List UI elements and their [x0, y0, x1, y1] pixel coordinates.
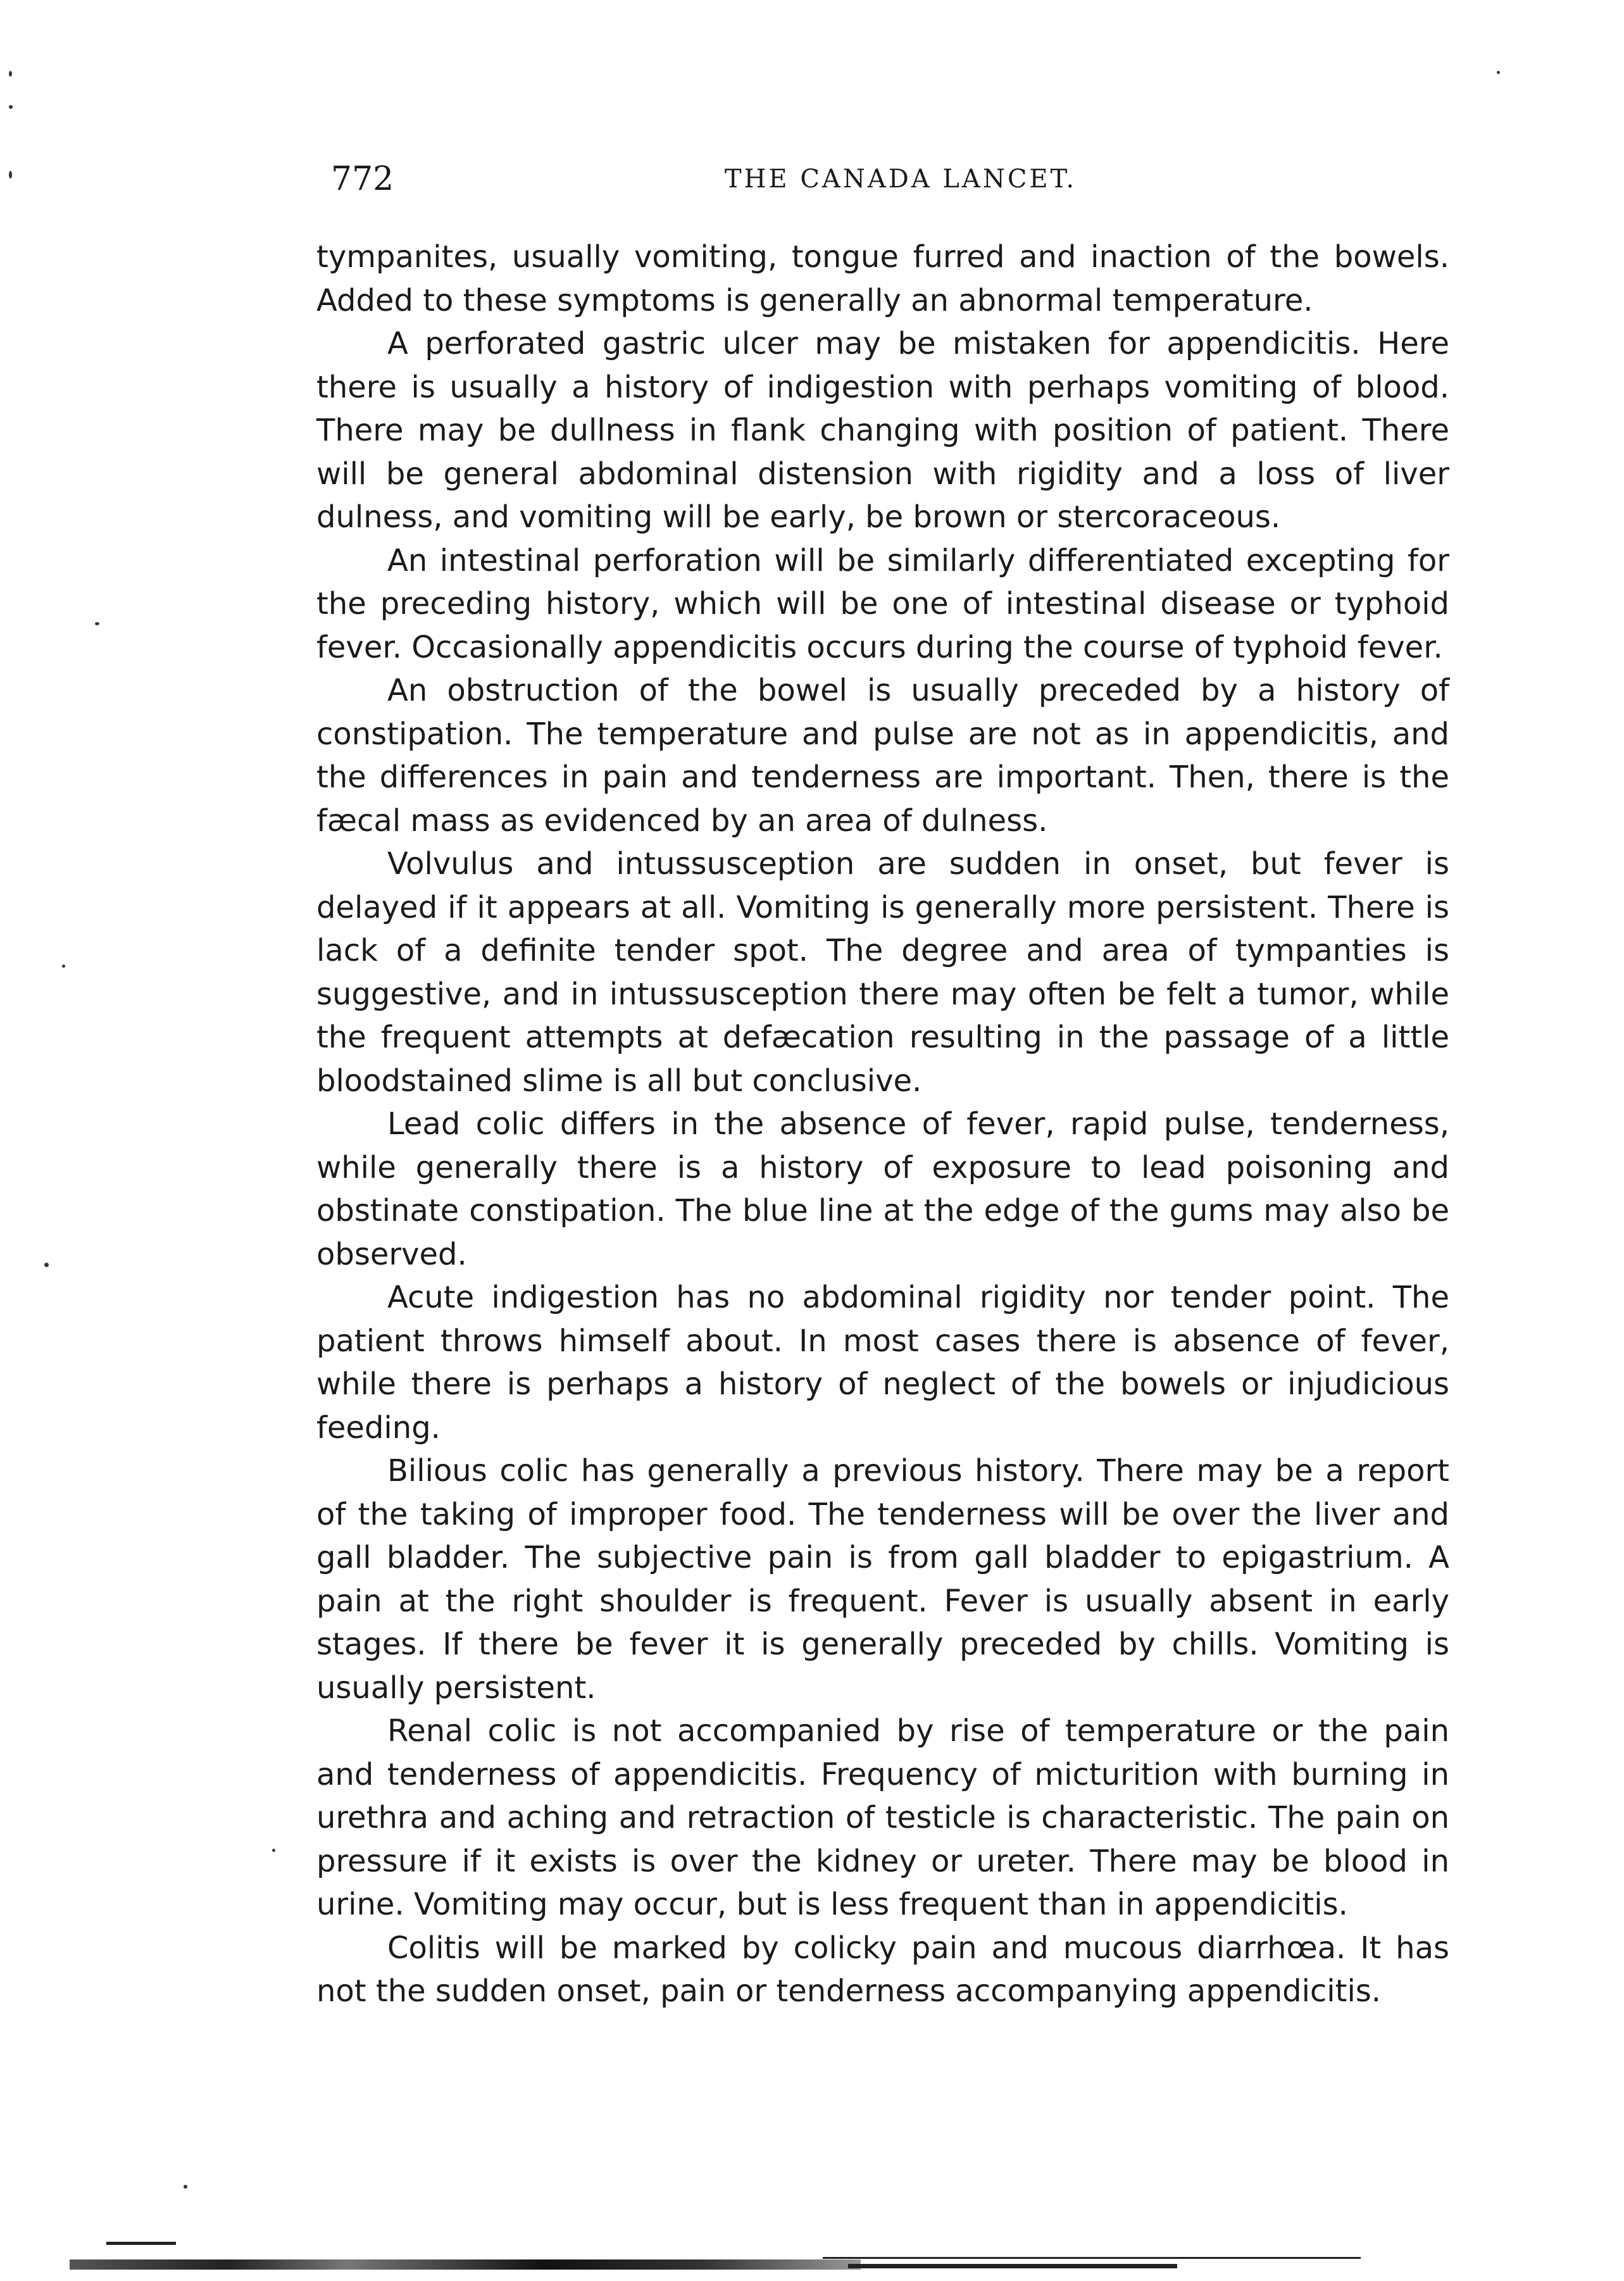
- scan-edge-line: [848, 2264, 1177, 2268]
- scan-speck: [1497, 71, 1500, 74]
- scan-speck: [62, 965, 65, 968]
- page-number: 772: [331, 160, 394, 198]
- scan-edge-line: [823, 2257, 1361, 2259]
- scan-speck: [44, 1263, 49, 1267]
- article-body: [316, 235, 1449, 2013]
- paragraph: Renal colic is not accompanied by rise of temperature or the pain and tenderness of appendicitis. Frequency of micturition with burning in urethra and aching and retraction of testicle is characteristic. The pain on pressure if it exists is over the kidney or ureter. There may be blood in urine. Vomiting may occur, but is less frequent than in appendicitis.: [316, 1713, 1449, 1922]
- paragraph: An intestinal perforation will be similarly differentiated excepting for the preceding history, which will be one of intestinal disease or typhoid fever. Occasionally appendicitis occurs during the course of typhoid fever.: [316, 542, 1449, 665]
- scan-speck: [184, 2185, 187, 2189]
- scan-speck: [272, 1849, 275, 1852]
- scan-speck: [95, 622, 99, 625]
- paragraph: A perforated gastric ulcer may be mistaken for appendicitis. Here there is usually a history of indigestion with perhaps vomiting of blood. There may be dullness in flank changing with position of patient. There will be general abdominal distension with rigidity and a loss of liver dulness, and vomiting will be early, be brown or stercoraceous.: [316, 326, 1449, 535]
- scan-speck: [9, 171, 12, 178]
- page-header: [331, 157, 1458, 201]
- scan-edge-bar: [70, 2259, 861, 2270]
- paragraph: An obstruction of the bowel is usually preceded by a history of constipation. The temperature and pulse are not as in appendicitis, and the differences in pain and tenderness are important. Then, there is the fæcal mass as evidenced by an area of dulness.: [316, 673, 1449, 839]
- scan-edge-line: [106, 2242, 176, 2245]
- paragraph: Colitis will be marked by colicky pain and mucous diarrhœa. It has not the sudden onset, pain or tenderness accompanying appendicitis.: [316, 1930, 1449, 2009]
- scan-speck: [9, 105, 13, 109]
- scan-speck: [9, 71, 12, 77]
- running-head: THE CANADA LANCET.: [724, 165, 1077, 194]
- paragraph: Bilious colic has generally a previous history. There may be a report of the taking of improper food. The tenderness will be over the liver and gall bladder. The subjective pain is from gall bladder to epigastrium. A pain at the right shoulder is frequent. Fever is usually absent in early stages. If there be fever it is generally preceded by chills. Vomiting is usually persistent.: [316, 1453, 1449, 1706]
- paragraph: tympanites, usually vomiting, tongue furred and inaction of the bowels. Added to these symptoms is generally an abnormal temperature.: [316, 239, 1449, 318]
- paragraph: Lead colic differs in the absence of fever, rapid pulse, tenderness, while generally there is a history of exposure to lead poisoning and obstinate constipation. The blue line at the edge of the gums may also be observed.: [316, 1106, 1449, 1272]
- paragraph: Volvulus and intussusception are sudden in onset, but fever is delayed if it appears at all. Vomiting is generally more persistent. There is lack of a definite tender spot. The degree and area of tympanties is suggestive, and in intussusception there may often be felt a tumor, while the frequent attempts at defæcation resulting in the passage of a little bloodstained slime is all but conclusive.: [316, 846, 1449, 1099]
- paragraph: Acute indigestion has no abdominal rigidity nor tender point. The patient throws himself about. In most cases there is absence of fever, while there is perhaps a history of neglect of the bowels or injudicious feeding.: [316, 1280, 1449, 1446]
